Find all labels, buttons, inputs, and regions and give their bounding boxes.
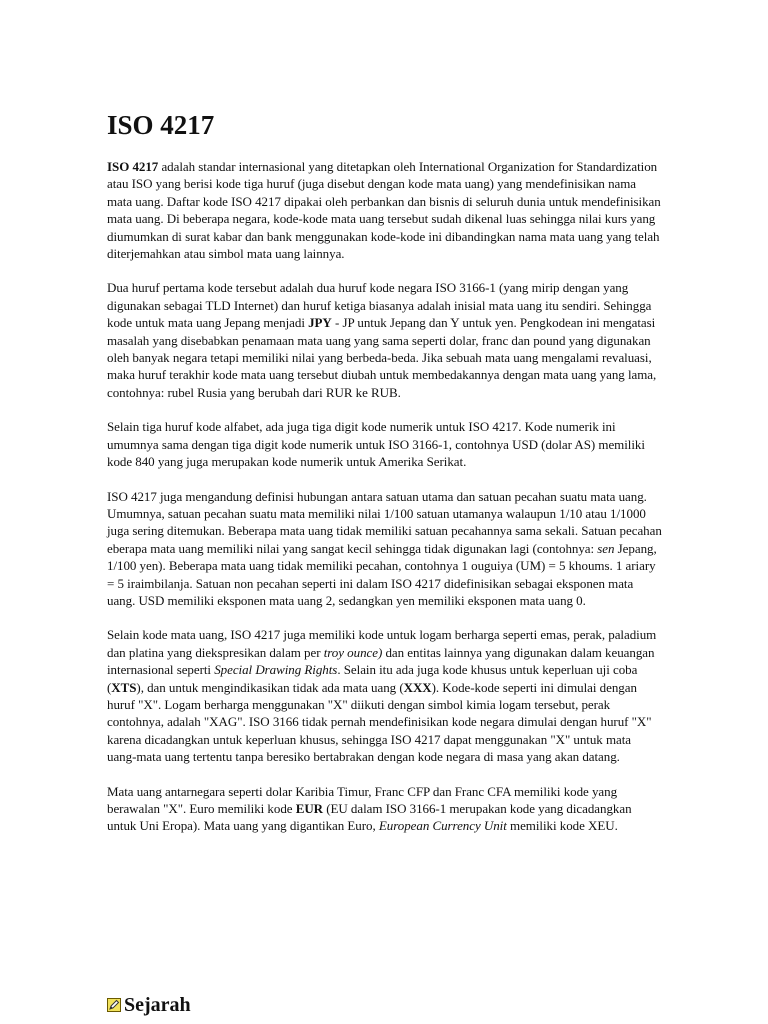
- paragraph-x-codes: Selain kode mata uang, ISO 4217 juga memiliki kode untuk logam berharga seperti emas, perak, paladium dan platina yang diekspresikan dalam per troy ounce) dan entitas lainnya yang digunakan dalam keuangan internasional seperti Special Drawing Rights. Selain itu ada juga kode khusus untuk keperluan uji coba (XTS), dan untuk mengindikasikan tidak ada mata uang (XXX). Kode-kode seperti ini dimulai dengan huruf "X". Logam berharga menggunakan "X" diikuti dengan simbol kimia logam tersebut, perak contohnya, adalah "XAG". ISO 3166 tidak pernah mendefinisikan kode negara dimulai dengan huruf "X" karena dicadangkan untuk keperluan khusus, sehingga ISO 4217 dapat menggunakan "X" untuk mata uang-mata uang tertentu tanpa beresiko bertabrakan dengan kode negara di masa yang akan datang.: [107, 627, 657, 765]
- paragraph-numeric-code: Selain tiga huruf kode alfabet, ada juga tiga digit kode numerik untuk ISO 4217. Kode numerik ini umumnya sama dengan tiga digit kode numerik untuk ISO 3166-1, contohnya USD (dolar AS) memiliki kode 840 yang juga merupakan kode numerik untuk Amerika Serikat.: [107, 419, 645, 470]
- paragraph-code-structure: Dua huruf pertama kode tersebut adalah dua huruf kode negara ISO 3166-1 (yang mirip dengan yang digunakan sebagai TLD Internet) dan huruf ketiga biasanya adalah inisial mata uang itu sendiri. Sehingga kode untuk mata uang Jepang menjadi JPY - JP untuk Jepang dan Y untuk yen. Pengkodean ini mengatasi masalah yang disebabkan penamaan mata uang yang sama seperti dolar, franc dan pound yang digunakan oleh banyak negara tetapi memiliki nilai yang berbeda-beda. Jika sebuah mata uang mengalami revaluasi, maka huruf terakhir kode mata uang tersebut diubah untuk membedakannya dengan mata uang yang lama, contohnya: rubel Rusia yang berubah dari RUR ke RUB.: [107, 280, 657, 400]
- code-eur: EUR: [295, 801, 324, 816]
- term-sen: sen: [597, 540, 615, 556]
- section-heading-label: Sejarah: [124, 994, 191, 1016]
- term-bold: ISO 4217: [107, 159, 159, 174]
- code-jpy: JPY: [308, 315, 332, 331]
- section-heading-sejarah: [107, 992, 191, 1018]
- paragraph-intro: ISO 4217 adalah standar internasional yang ditetapkan oleh International Organization for Standardization atau ISO yang berisi kode tiga huruf (juga disebut dengan kode mata uang) yang mendefinisikan nama mata uang. Daftar kode ISO 4217 dipakai oleh perbankan dan bisnis di seluruh dunia untuk mendefinisikan mata uang. Di beberapa negara, kode-kode mata uang tersebut sudah dikenal luas sehingga nilai kurs yang diumumkan di surat kabar dan bank menggunakan kode-kode ini dibandingkan nama mata uang yang telah diterjemahkan atau simbol mata uang lainnya.: [107, 159, 661, 262]
- page-title: ISO 4217: [107, 110, 215, 140]
- paragraph-supranational: Mata uang antarnegara seperti dolar Karibia Timur, Franc CFP dan Franc CFA memiliki kode yang berawalan "X". Euro memiliki kode EUR (EU dalam ISO 3166-1 merupakan kode yang dicadangkan untuk Uni Eropa). Mata uang yang digantikan Euro, European Currency Unit memiliki kode XEU.: [107, 783, 632, 834]
- code-xxx: XXX: [403, 679, 432, 695]
- code-xts: XTS: [111, 679, 137, 695]
- paragraph-minor-units: ISO 4217 juga mengandung definisi hubungan antara satuan utama dan satuan pecahan suatu mata uang. Umumnya, satuan pecahan suatu mata memiliki nilai 1/100 satuan utamanya walaupun 1/10 atau 1/1000 juga sering ditemukan. Beberapa mata uang tidak memiliki satuan pecahannya sama sekali. Satuan pecahan eberapa mata uang memiliki nilai yang sangat kecil sehingga tidak digunakan lagi (contohnya: sen Jepang, 1/100 yen). Beberapa mata uang tidak memiliki pecahan, contohnya 1 ouguiya (UM) = 5 khoums. 1 ariary = 5 iraimbilanja. Satuan non pecahan seperti ini dalam ISO 4217 didefinisikan sebagai eksponen mata uang. USD memiliki eksponen mata uang 2, sedangkan yen memiliki eksponen mata uang 0.: [107, 488, 662, 608]
- edit-icon[interactable]: [107, 998, 121, 1012]
- article-body: [107, 158, 663, 852]
